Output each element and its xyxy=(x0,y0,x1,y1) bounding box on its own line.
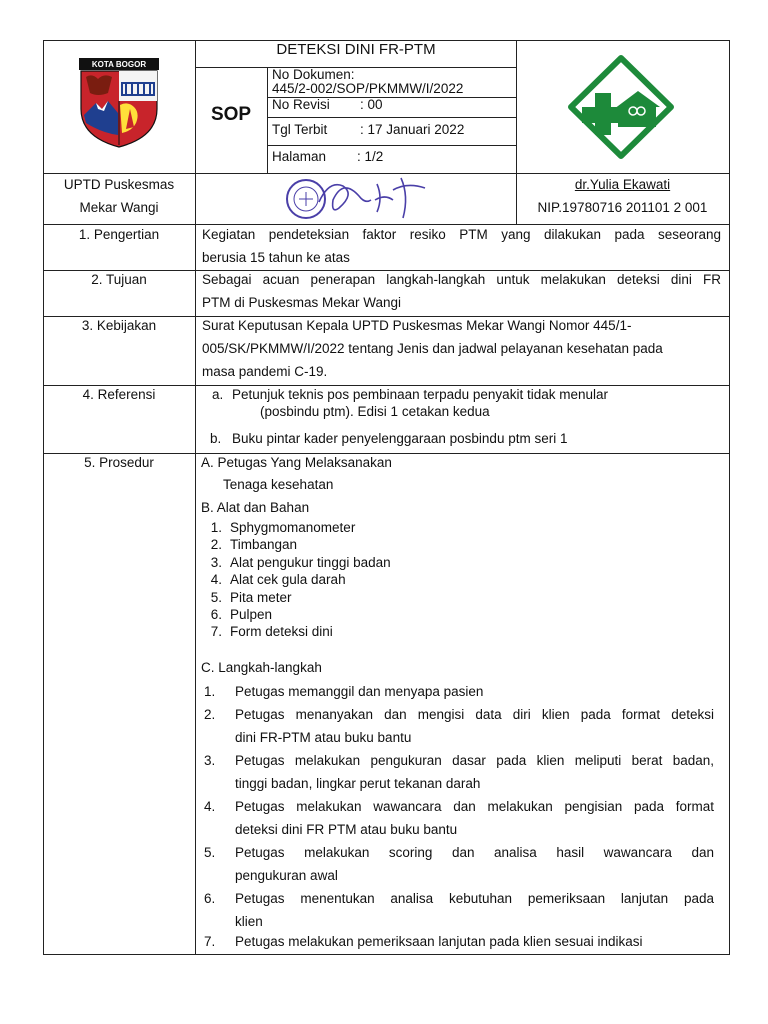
pengertian-line2: berusia 15 tahun ke atas xyxy=(202,250,350,265)
langkah-number: 5. xyxy=(204,845,216,860)
logo-kota-bogor-text: KOTA BOGOR xyxy=(91,60,147,69)
langkah-line2: klien xyxy=(235,914,263,929)
pengertian-label: 1. Pengertian xyxy=(78,227,160,242)
tujuan-label: 2. Tujuan xyxy=(91,272,147,287)
org-name-line1: UPTD Puskesmas xyxy=(63,177,175,192)
no-revisi-value: : 00 xyxy=(360,97,383,112)
langkah-number: 2. xyxy=(204,707,216,722)
langkah-line1: Petugas melakukan pengukuran dasar pada klien meliputi berat badan, xyxy=(235,753,714,768)
pengertian-text xyxy=(202,223,721,269)
alat-item xyxy=(198,554,498,571)
langkah-line2: pengukuran awal xyxy=(235,868,338,883)
alat-item-number: 2. xyxy=(210,537,222,553)
alat-item-text: Form deteksi dini xyxy=(230,624,333,640)
title-row-line xyxy=(195,67,517,68)
referensi-b-marker: b. xyxy=(210,431,222,446)
langkah-line2: tinggi badan, lingkar perut tekanan darah xyxy=(235,776,481,791)
org-name-line2: Mekar Wangi xyxy=(79,200,159,215)
langkah-number: 3. xyxy=(204,753,216,768)
alat-item-number: 3. xyxy=(210,554,222,570)
sop-label: SOP xyxy=(210,104,252,125)
prosedur-a-value: Tenaga kesehatan xyxy=(223,477,334,492)
sop-divider xyxy=(267,67,268,173)
no-dokumen-value: 445/2-002/SOP/PKMMW/I/2022 xyxy=(272,81,464,96)
column-divider xyxy=(195,40,196,955)
alat-item xyxy=(198,519,498,536)
kebijakan-line2: 005/SK/PKMMW/I/2022 tentang Jenis dan jadwal pelayanan kesehatan pada xyxy=(202,341,663,356)
alat-item-number: 1. xyxy=(210,520,222,535)
alat-item xyxy=(198,571,498,588)
tujuan-line1: Sebagai acuan penerapan langkah-langkah untuk melakukan deteksi dini FR xyxy=(202,272,721,287)
pengertian-line1: Kegiatan pendeteksian faktor resiko PTM yang dilakukan pada seseorang xyxy=(202,227,721,242)
official-stamp-signature xyxy=(285,174,445,224)
kebijakan-line3: masa pandemi C-19. xyxy=(202,364,328,379)
langkah-line1: Petugas menentukan analisa kebutuhan pemeriksaan lanjutan pada xyxy=(235,891,714,906)
langkah-number: 1. xyxy=(204,684,216,699)
prosedur-a-heading: A. Petugas Yang Melaksanakan xyxy=(201,455,392,470)
row-line-prosedur xyxy=(43,453,730,454)
langkah-number: 4. xyxy=(204,799,216,814)
signer-name: dr.Yulia Ekawati xyxy=(574,177,671,192)
halaman-value: : 1/2 xyxy=(357,149,384,164)
langkah-line2: dini FR-PTM atau buku bantu xyxy=(235,730,412,745)
kebijakan-line1: Surat Keputusan Kepala UPTD Puskesmas Mekar Wangi Nomor 445/1- xyxy=(202,318,632,333)
referensi-a-marker: a. xyxy=(212,387,224,402)
row-line-referensi xyxy=(43,385,730,386)
alat-item-number: 7. xyxy=(210,624,222,640)
kebijakan-label: 3. Kebijakan xyxy=(81,318,157,333)
alat-item-text: Pita meter xyxy=(230,589,292,605)
langkah-line1: Petugas memanggil dan menyapa pasien xyxy=(235,684,484,699)
alat-item-text: Alat pengukur tinggi badan xyxy=(230,554,391,570)
referensi-a-line2: (posbindu ptm). Edisi 1 cetakan kedua xyxy=(260,404,490,419)
langkah-line1: Petugas melakukan pemeriksaan lanjutan pada klien sesuai indikasi xyxy=(235,934,643,949)
prosedur-b-heading: B. Alat dan Bahan xyxy=(201,500,310,515)
referensi-label: 4. Referensi xyxy=(82,387,156,402)
alat-item-text: Pulpen xyxy=(230,607,273,623)
referensi-b-line1: Buku pintar kader penyelenggaraan posbindu ptm seri 1 xyxy=(232,431,568,446)
tgl-terbit-label: Tgl Terbit xyxy=(272,122,328,137)
tgl-terbit-value: : 17 Januari 2022 xyxy=(360,122,465,137)
prosedur-c-heading: C. Langkah-langkah xyxy=(201,660,322,675)
alat-bahan-list xyxy=(198,519,498,641)
halaman-label: Halaman xyxy=(272,149,327,164)
langkah-number: 7. xyxy=(204,934,216,949)
alat-item xyxy=(198,589,498,606)
no-revisi-label: No Revisi xyxy=(272,97,330,112)
langkah-list xyxy=(204,680,714,952)
alat-item-text: Sphygmomanometer xyxy=(230,520,356,535)
langkah-line1: Petugas melakukan scoring dan analisa hasil wawancara dan xyxy=(235,845,714,860)
kebijakan-text xyxy=(202,314,721,383)
alat-item-number: 4. xyxy=(210,572,222,588)
alat-item-number: 6. xyxy=(210,607,222,623)
referensi-a-line1: Petunjuk teknis pos pembinaan terpadu penyakit tidak menular xyxy=(232,387,608,402)
terbit-row-line xyxy=(267,145,517,146)
table-border-bottom xyxy=(43,954,730,955)
document-title: DETEKSI DINI FR-PTM xyxy=(276,41,436,58)
tujuan-line2: PTM di Puskesmas Mekar Wangi xyxy=(202,295,402,310)
langkah-line2: deteksi dini FR PTM atau buku bantu xyxy=(235,822,458,837)
kota-bogor-logo xyxy=(78,57,160,149)
alat-item xyxy=(198,536,498,553)
tujuan-text xyxy=(202,268,721,314)
revisi-row-line xyxy=(267,117,517,118)
alat-item-number: 5. xyxy=(210,589,222,605)
alat-item-text: Timbangan xyxy=(230,537,298,553)
alat-item-text: Alat cek gula darah xyxy=(230,572,346,588)
langkah-line1: Petugas menanyakan dan mengisi data diri klien pada format deteksi xyxy=(235,707,714,722)
table-border-right xyxy=(729,40,730,955)
langkah-line1: Petugas melakukan wawancara dan melakukan pengisian pada format xyxy=(235,799,714,814)
signer-nip: NIP.19780716 201101 2 001 xyxy=(537,200,708,215)
alat-item xyxy=(198,606,498,623)
puskesmas-logo xyxy=(568,55,674,159)
langkah-number: 6. xyxy=(204,891,216,906)
alat-item xyxy=(198,623,498,640)
no-dokumen-label: No Dokumen: xyxy=(272,67,355,82)
prosedur-label: 5. Prosedur xyxy=(84,455,154,470)
